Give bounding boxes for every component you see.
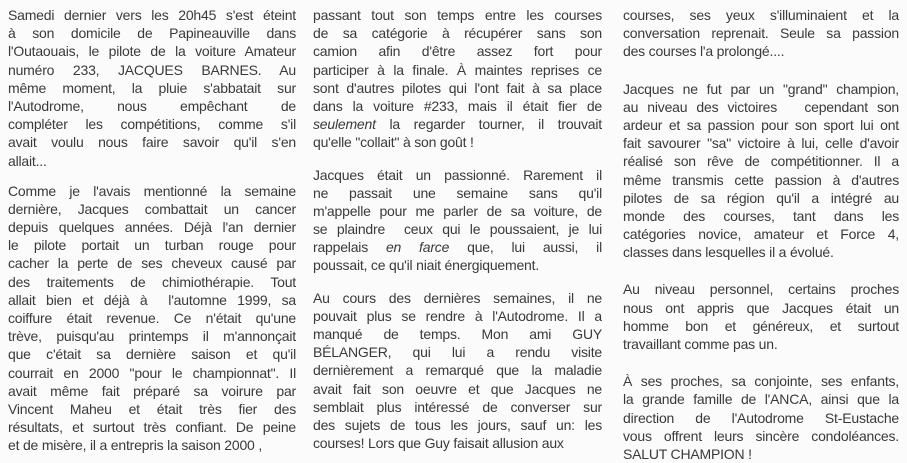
text-line: nous ont appris que Jacques était un xyxy=(623,299,899,316)
text-line: l'Autodrome, nous empêchant de xyxy=(8,97,296,114)
text-line: avait fait son oeuvre et que Jacques ne xyxy=(313,380,602,397)
paragraph xyxy=(8,6,296,170)
text-line: Samedi dernier vers les 20h45 s'est éteint xyxy=(8,7,296,23)
paragraph xyxy=(313,166,602,275)
text-line: conversation reprenait. Seule sa passion xyxy=(623,25,899,42)
paragraph xyxy=(623,80,899,262)
paragraph xyxy=(313,289,602,453)
text-line: participer à la finale. À maintes reprises ce xyxy=(313,61,602,78)
text-line: avait même fait préparé sa voirure par xyxy=(8,382,296,399)
text-line: dans la voiture #233, mais il était fier de xyxy=(313,97,602,114)
text-line: même transmis cette passion à d'autres xyxy=(623,171,899,188)
text-line: direction de l'Autodrome St-Eustache xyxy=(623,409,899,426)
text-line: catégories novice, amateur et Force 4, xyxy=(623,226,899,243)
text-line: sont d'autres pilotes qui l'ont fait à sa place xyxy=(313,79,602,96)
text-line: le pilote portait un turban rouge pour xyxy=(8,237,296,254)
text-line: seulement la regarder tourner, il trouvait xyxy=(313,116,602,133)
text-line: SALUT CHAMPION ! xyxy=(623,445,752,462)
text-line: BÉLANGER, qui lui a rendu visite xyxy=(313,344,602,361)
text-line: dernièrement a remarqué que la maladie xyxy=(313,362,602,379)
text-line: à son domicile de Papineauville dans xyxy=(8,25,296,42)
text-column-3 xyxy=(623,6,899,462)
paragraph xyxy=(623,372,899,463)
paragraph xyxy=(8,182,296,455)
text-line: allait bien et déjà à l'automne 1999, sa xyxy=(8,291,296,308)
text-column-2 xyxy=(313,6,602,453)
text-line: des traitements de chimiothérapie. Tout xyxy=(8,273,296,290)
text-line: vous offrent leurs sincère condoléances. xyxy=(623,427,899,444)
text-line: depuis quelques années. Déjà l'an dernier xyxy=(8,219,296,236)
text-line: ardeur et sa passion pour son sport lui ont xyxy=(623,116,899,133)
text-line: allait... xyxy=(8,152,47,169)
text-line: même moment, la pluie s'abbatait sur xyxy=(8,79,296,96)
text-line: courses! Lors que Guy faisait allusion aux xyxy=(313,435,564,452)
text-line: travaillant comme pas un. xyxy=(623,336,778,352)
text-line: homme bon et généreux, et surtout xyxy=(623,317,899,334)
text-line: numéro 233, JACQUES BARNES. Au xyxy=(8,61,296,78)
text-line: des sujets de tous les jours, sauf un: les xyxy=(313,416,602,433)
text-line: coiffure était revenue. Ce n'était qu'une xyxy=(8,310,296,326)
text-line: Jacques était un passionné. Rarement il xyxy=(313,166,602,183)
text-line: l'Outaouais, le pilote de la voiture Amateur xyxy=(8,43,296,60)
text-line: la grande famille de l'ANCA, ainsi que la xyxy=(623,391,899,408)
text-line: courses, ses yeux s'illuminaient et la xyxy=(623,7,899,23)
text-line: se plaindre ceux qui le poussaient, je lui xyxy=(313,221,602,238)
text-line: Au niveau personnel, certains proches xyxy=(623,281,899,298)
text-line: compléter les compétitions, comme s'il xyxy=(8,116,296,133)
text-line: poussait, ce qu'il niait énergiquement. xyxy=(313,257,540,274)
text-line: m'appelle pour me parler de sa voiture, de xyxy=(313,202,602,219)
text-line: des courses l'a prolongé.... xyxy=(623,43,785,60)
text-line: passant tout son temps entre les courses xyxy=(313,7,602,23)
text-line: pouvait plus se rendre à l'Autodrome. Il a xyxy=(313,307,602,324)
text-line: résultats, et surtout très confiant. De peine xyxy=(8,419,296,436)
text-line: Comme je l'avais mentionné la semaine xyxy=(8,182,296,199)
text-line: que c'était sa dernière saison et qu'il xyxy=(8,346,296,363)
text-line: et de misère, il a entrepris la saison 2000 , xyxy=(8,437,263,454)
text-line: courrait en 2000 "pour le championnat". Il xyxy=(8,364,296,381)
text-line: de sa catégorie à récupérer sans son xyxy=(313,25,602,42)
text-line: avait voulu nous faire savoir qu'il s'en xyxy=(8,134,296,151)
text-line: À ses proches, sa conjointe, ses enfants, xyxy=(623,373,899,390)
text-line: réalisé son rêve de compétitionner. Il a xyxy=(623,153,899,170)
text-line: ne passait une semaine sans qu'il xyxy=(313,184,602,201)
text-column-1 xyxy=(8,6,296,453)
text-line: pilotes de sa région qu'il a intégré au xyxy=(623,189,899,206)
paragraph xyxy=(623,6,899,61)
text-line: rappelais en farce que, lui aussi, il xyxy=(313,239,602,256)
text-line: semblait plus intéressé de converser sur xyxy=(313,398,602,415)
text-line: monde des courses, tant dans les xyxy=(623,207,899,224)
text-line: classes dans lesquelles il a évolué. xyxy=(623,244,834,261)
text-line: qu'elle "collait" à son goût ! xyxy=(313,134,474,151)
text-line: Au cours des dernières semaines, il ne xyxy=(313,289,602,306)
text-line: camion afin d'être assez fort pour xyxy=(313,43,602,60)
text-line: manqué de temps. Mon ami GUY xyxy=(313,326,602,342)
text-line: dernière, Jacques combattait un cancer xyxy=(8,200,296,217)
text-line: trève, puisqu'au printemps il m'annonçait xyxy=(8,328,296,345)
text-line: cacher la perte de ses cheveux causé par xyxy=(8,255,296,272)
paragraph xyxy=(313,6,602,152)
text-line: Jacques ne fut par un "grand" champion, xyxy=(623,80,899,97)
paragraph xyxy=(623,280,899,353)
text-line: Vincent Maheu et était très fier des xyxy=(8,400,296,417)
text-line: fait savourer "sa" victoire à lui, celle d'avoir xyxy=(623,135,899,152)
text-line: au niveau des victoires cependant son xyxy=(623,98,899,115)
